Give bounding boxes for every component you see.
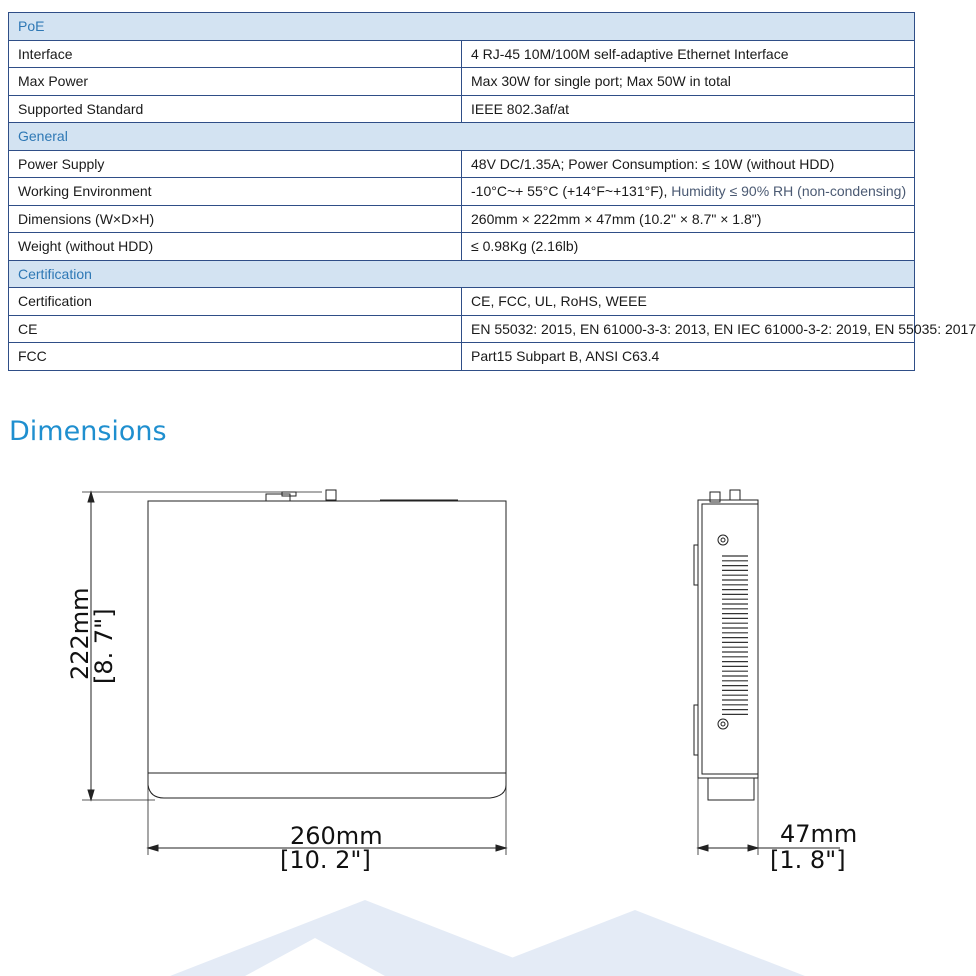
spec-table — [8, 12, 976, 371]
spec-value: IEEE 802.3af/at — [462, 95, 915, 123]
height-mm-label: 222mm — [66, 587, 94, 680]
spec-key: Supported Standard — [9, 95, 462, 123]
spec-row — [9, 343, 915, 371]
spec-value: CE, FCC, UL, RoHS, WEEE — [462, 288, 915, 316]
spec-row — [9, 205, 915, 233]
depth-in-label: [1. 8"] — [770, 846, 846, 874]
spec-value-humidity: Humidity ≤ 90% RH (non-condensing) — [671, 183, 907, 200]
width-mm-label: 260mm — [290, 822, 383, 850]
spec-row — [9, 315, 915, 343]
background-chevron-right — [465, 910, 805, 976]
spec-value: 4 RJ-45 10M/100M self-adaptive Ethernet Interface — [462, 40, 915, 68]
spec-row — [9, 233, 915, 261]
side-view-drawing — [690, 480, 920, 880]
section-header-poe — [9, 13, 915, 41]
spec-row — [9, 178, 915, 206]
spec-key: Dimensions (W×D×H) — [9, 205, 462, 233]
spec-key: CE — [9, 315, 462, 343]
depth-mm-label: 47mm — [780, 820, 858, 848]
spec-value: Max 30W for single port; Max 50W in total — [462, 68, 915, 96]
spec-row — [9, 150, 915, 178]
spec-value: EN 55032: 2015, EN 61000-3-3: 2013, EN IEC 61000-3-2: 2019, EN 55035: 2017 — [462, 315, 915, 343]
spec-key: FCC — [9, 343, 462, 371]
spec-row — [9, 40, 915, 68]
spec-value: Part15 Subpart B, ANSI C63.4 — [462, 343, 915, 371]
spec-row — [9, 288, 915, 316]
spec-key: Power Supply — [9, 150, 462, 178]
spec-key: Interface — [9, 40, 462, 68]
section-header-general — [9, 123, 915, 151]
section-title: PoE — [9, 13, 915, 41]
spec-key: Certification — [9, 288, 462, 316]
dimensions-heading: Dimensions — [9, 416, 167, 447]
section-header-certification — [9, 260, 915, 288]
spec-row — [9, 95, 915, 123]
section-title: General — [9, 123, 915, 151]
spec-value: ≤ 0.98Kg (2.16lb) — [462, 233, 915, 261]
spec-key: Working Environment — [9, 178, 462, 206]
spec-value: 48V DC/1.35A; Power Consumption: ≤ 10W (without HDD) — [462, 150, 915, 178]
front-view-drawing — [60, 480, 530, 880]
spec-value — [462, 178, 915, 206]
spec-value-temperature: -10°C~+ 55°C (+14°F~+131°F), — [471, 183, 672, 200]
spec-key: Max Power — [9, 68, 462, 96]
spec-value: 260mm × 222mm × 47mm (10.2" × 8.7" × 1.8") — [462, 205, 915, 233]
section-title: Certification — [9, 260, 915, 288]
spec-key: Weight (without HDD) — [9, 233, 462, 261]
width-in-label: [10. 2"] — [280, 846, 371, 874]
spec-row — [9, 68, 915, 96]
background-chevrons — [0, 890, 938, 976]
height-in-label: [8. 7"] — [90, 608, 118, 684]
vent-slots — [722, 556, 748, 714]
